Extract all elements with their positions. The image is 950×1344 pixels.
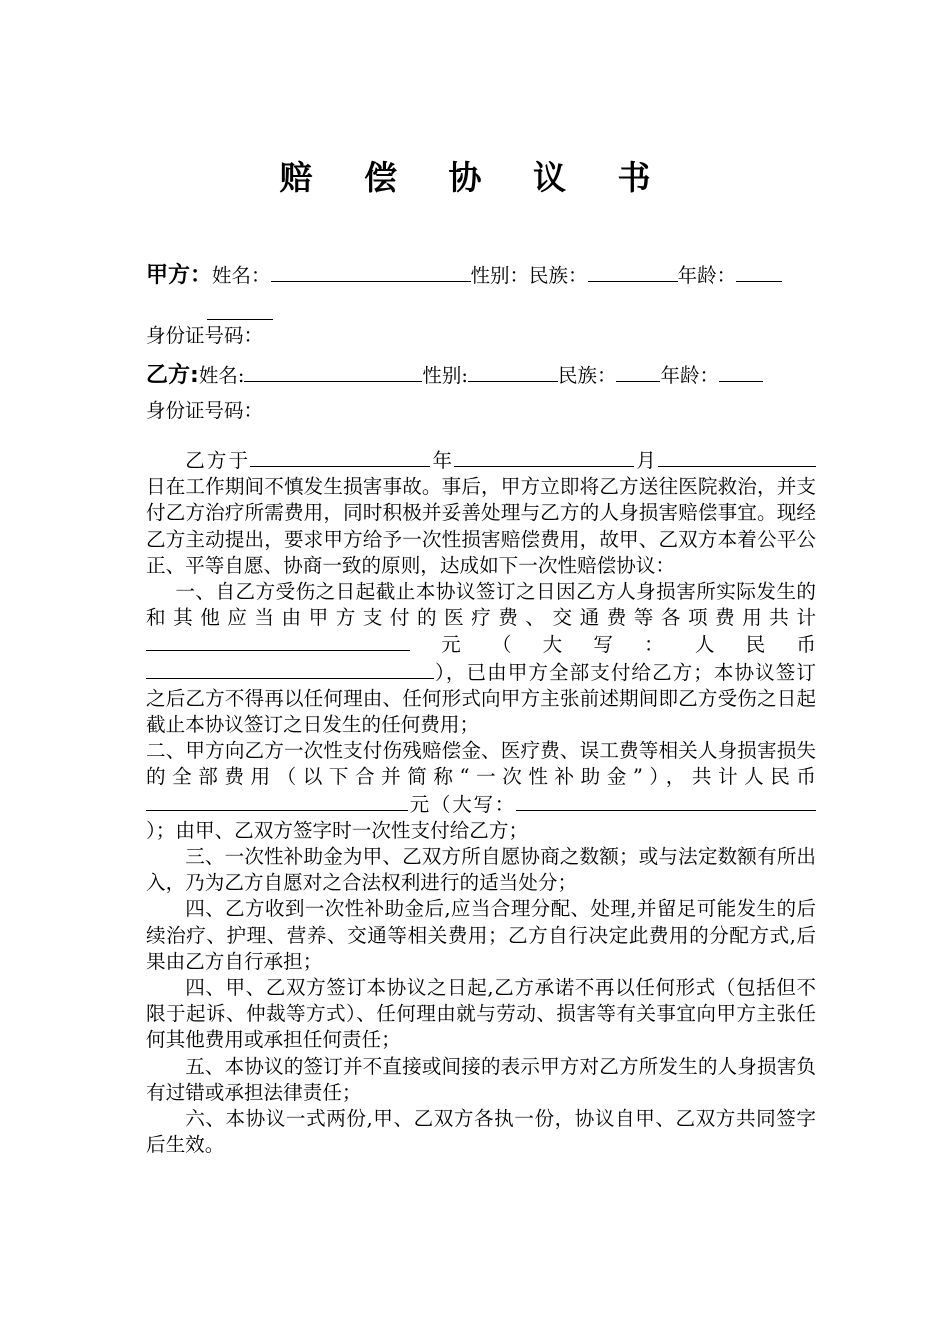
party-b-ethnicity-label: 民族：	[557, 364, 617, 387]
accident-month-blank[interactable]	[454, 447, 634, 467]
party-b-age-label: 年龄：	[660, 364, 719, 387]
party-a-ethnicity-blank[interactable]	[588, 262, 678, 282]
party-b-line	[146, 362, 763, 388]
clause-3: 三、一次性补助金为甲、乙双方所自愿协商之数额；或与法定数额有所出入，乃为乙方自愿对之合法权利进行的适当处分；	[146, 845, 816, 895]
clause-1-text-c: ），已由甲方全部支付给乙方；本协议签订之后乙方不得再以任何理由、任何形式向甲方主张前述期间即乙方受伤之日起截止本协议签订之日发生的任何费用；	[146, 660, 816, 737]
party-b-id-label: 身份证号码：	[146, 399, 264, 422]
party-b-gender-label: 性别:	[422, 364, 468, 387]
clause-2-amount-words-blank[interactable]	[516, 791, 816, 811]
clause-1-amount-words-blank[interactable]	[146, 659, 434, 679]
party-a-name-label: 姓名：	[212, 264, 271, 287]
clause-6: 六、本协议一式两份,甲、乙双方各执一份，协议自甲、乙双方共同签字后生效。	[146, 1107, 816, 1157]
party-b-name-label: 姓名:	[198, 364, 245, 387]
intro-text-4: 日在工作期间不慎发生损害事故。事后，甲方立即将乙方送往医院救治，并支付乙方治疗所需费用，同时积极并妥善处理与乙方的人身损害赔偿事宜。现经乙方主动提出，要求甲方给予一次性损害赔偿费用，故甲、乙双方本着公平公正、平等自愿、协商一致的原则，达成如下一次性赔偿协议：	[146, 475, 816, 577]
party-a-label: 甲方：	[146, 263, 213, 288]
party-a-age-blank-continued[interactable]	[207, 300, 273, 320]
intro-paragraph	[146, 447, 816, 579]
party-a-id-line	[146, 324, 263, 348]
party-b-age-blank[interactable]	[719, 362, 763, 382]
clause-4b: 四、甲、乙双方签订本协议之日起,乙方承诺不再以任何形式（包括但不限于起诉、仲裁等方式）、任何理由就与劳动、损害等有关事宜向甲方主张任何其他费用或承担任何责任；	[146, 976, 816, 1052]
party-b-ethnicity-blank[interactable]	[616, 362, 660, 382]
clause-2-text-b: 元（大写：	[408, 792, 516, 816]
party-b-id-line	[146, 399, 263, 423]
clause-2-text-a: 二、甲方向乙方一次性支付伤残赔偿金、医疗费、误工费等相关人身损害损失的全部费用（以下合并简称“一次性补助金”），共计人民币	[146, 739, 816, 789]
party-a-line	[146, 262, 782, 288]
clause-1-amount-blank[interactable]	[146, 631, 410, 651]
clause-2-amount-blank[interactable]	[146, 791, 408, 811]
clause-2	[146, 738, 816, 844]
clause-1-text-a: 一、自乙方受伤之日起截止本协议签订之日因乙方人身损害所实际发生的和其他应当由甲方支付的医疗费、交通费等各项费用共计	[146, 580, 816, 630]
party-a-name-blank[interactable]	[271, 262, 471, 282]
clause-1-text-b: 元（大写：人民币	[410, 633, 816, 657]
party-a-ethnicity-label: 民族：	[529, 264, 588, 287]
clause-4a: 四、乙方收到一次性补助金后,应当合理分配、处理,并留足可能发生的后续治疗、护理、营养、交通等相关费用；乙方自行决定此费用的分配方式,后果由乙方自行承担；	[146, 897, 816, 973]
intro-text-2: 年	[430, 449, 455, 472]
party-a-id-label: 身份证号码：	[146, 324, 264, 347]
party-a-age-blank[interactable]	[736, 262, 782, 282]
accident-year-blank[interactable]	[250, 447, 430, 467]
party-b-name-blank[interactable]	[244, 362, 422, 382]
agreement-body	[146, 447, 816, 1158]
clause-5: 五、本协议的签订并不直接或间接的表示甲方对乙方所发生的人身损害负有过错或承担法律责任；	[146, 1054, 816, 1104]
party-a-age-label: 年龄：	[677, 264, 737, 287]
intro-text-3: 月	[634, 449, 659, 472]
accident-day-blank[interactable]	[658, 447, 816, 467]
party-b-gender-blank[interactable]	[468, 362, 558, 382]
party-b-label: 乙方:	[146, 363, 199, 388]
document-title: 赔 偿 协 议 书	[279, 158, 671, 197]
party-a-gender-label: 性别：	[470, 264, 530, 287]
clause-1	[146, 579, 816, 738]
clause-2-text-c: ）；由甲、乙双方签字时一次性支付给乙方；	[146, 818, 529, 842]
intro-text-1: 乙方于	[185, 449, 251, 472]
